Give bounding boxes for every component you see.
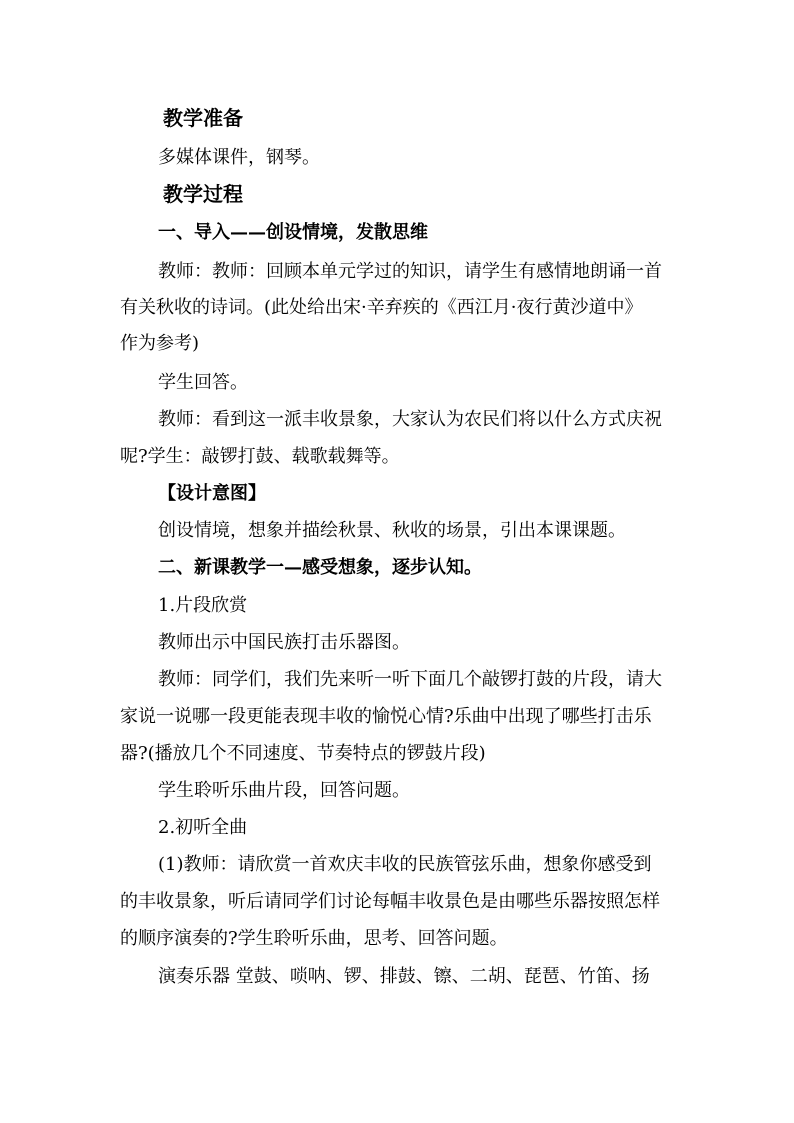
paragraph-line: (1)教师：请欣赏一首欢庆丰收的民族管弦乐曲，想象你感受到 [158, 854, 652, 875]
paragraph-line: 作为参考) [120, 333, 200, 354]
paragraph-line: 的顺序演奏的?学生聆听乐曲，思考、回答问题。 [120, 928, 508, 949]
subheading: 1.片段欣赏 [158, 595, 248, 616]
section2-title: 二、新课教学一—感受想象，逐步认知。 [158, 557, 482, 578]
paragraph-line: 呢?学生：敲锣打鼓、载歌载舞等。 [120, 446, 400, 467]
subheading: 2.初听全曲 [158, 817, 248, 838]
design-heading: 【设计意图】 [158, 483, 266, 504]
paragraph-line: 家说一说哪一段更能表现丰收的愉悦心情?乐曲中出现了哪些打击乐 [120, 706, 652, 727]
paragraph: 教师出示中国民族打击乐器图。 [158, 632, 410, 653]
paragraph-line: 教师：教师：回顾本单元学过的知识，请学生有感情地朗诵一首 [158, 261, 662, 282]
paragraph-line: 有关秋收的诗词。(此处给出宋·辛弃疾的《西江月·夜行黄沙道中》 [120, 297, 643, 318]
prep-text: 多媒体课件，钢琴。 [158, 147, 320, 168]
design-text: 创设情境，想象并描绘秋景、秋收的场景，引出本课课题。 [158, 520, 626, 541]
paragraph-line: 演奏乐器 堂鼓、唢呐、锣、排鼓、镲、二胡、琵琶、竹笛、扬 [158, 966, 650, 987]
prep-heading: 教学准备 [163, 106, 243, 130]
process-heading: 教学过程 [163, 182, 243, 206]
paragraph-line: 教师：同学们，我们先来听一听下面几个敲锣打鼓的片段，请大 [158, 669, 662, 690]
paragraph-line: 器?(播放几个不同速度、节奏特点的锣鼓片段) [120, 743, 486, 764]
paragraph: 学生聆听乐曲片段，回答问题。 [158, 780, 410, 801]
paragraph-line: 的丰收景象，听后请同学们讨论每幅丰收景色是由哪些乐器按照怎样 [120, 891, 660, 912]
paragraph-line: 教师：看到这一派丰收景象，大家认为农民们将以什么方式庆祝 [158, 409, 662, 430]
paragraph: 学生回答。 [158, 372, 248, 393]
section1-title: 一、导入——创设情境，发散思维 [158, 222, 428, 243]
